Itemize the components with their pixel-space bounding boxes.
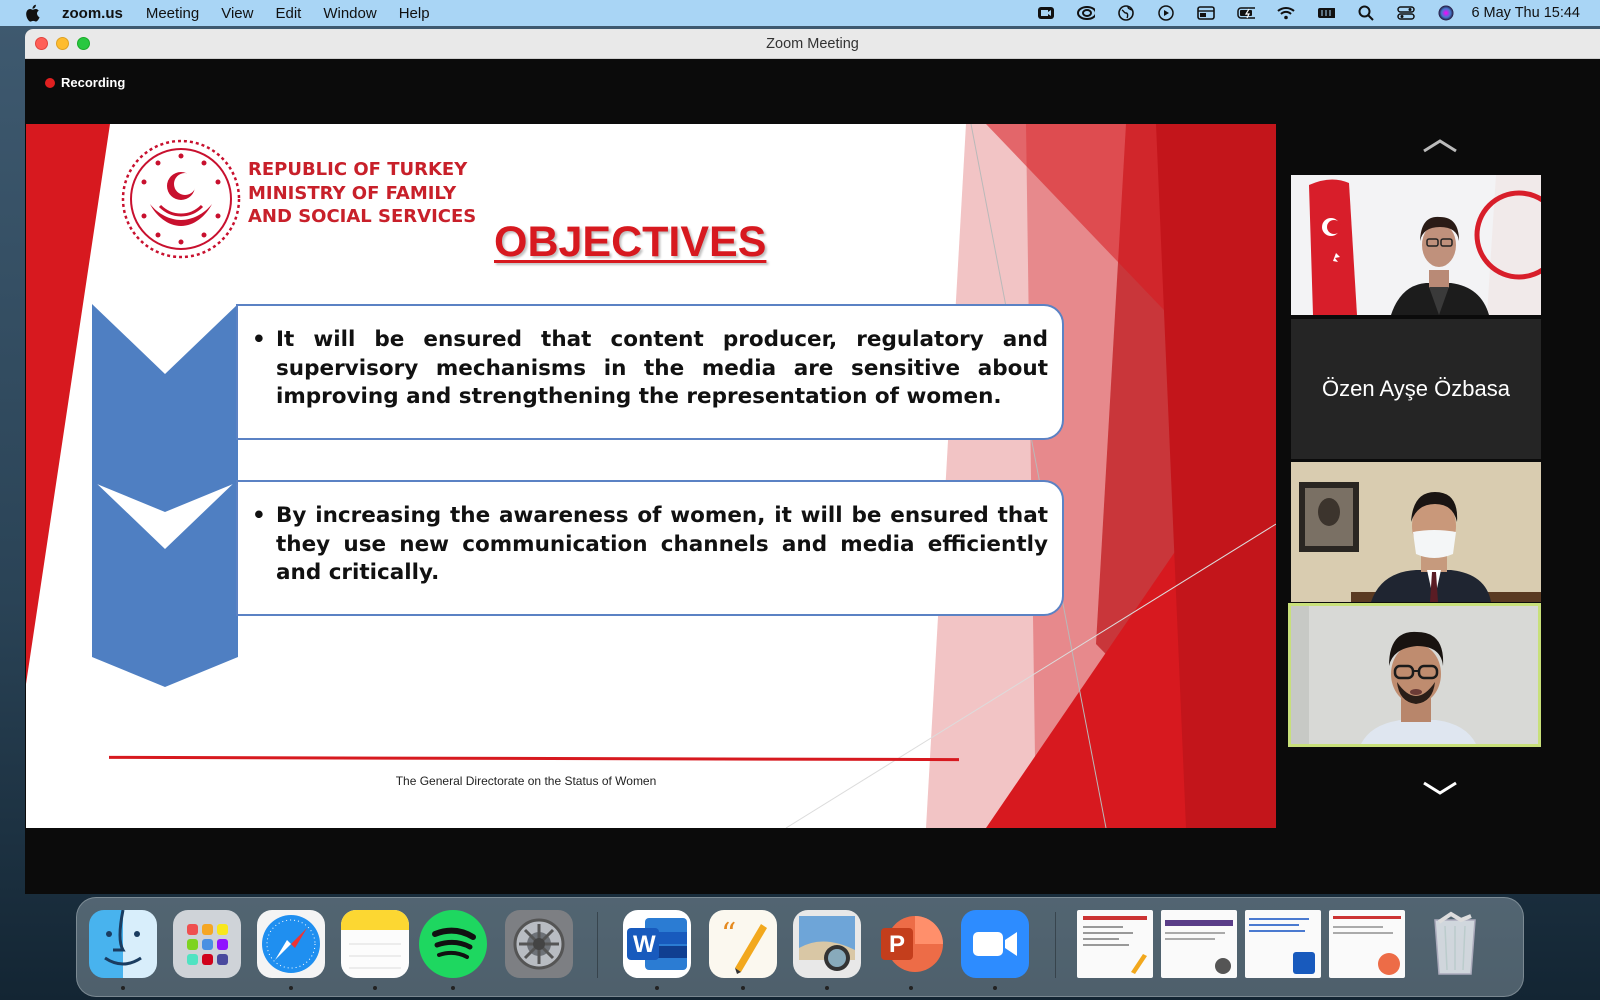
menu-bar-clock[interactable]: 6 May Thu 15:44 bbox=[1471, 5, 1580, 21]
microsoft-powerpoint-icon[interactable] bbox=[877, 910, 945, 978]
wifi-icon[interactable] bbox=[1277, 5, 1295, 21]
pages-icon[interactable] bbox=[709, 910, 777, 978]
minimize-window-button[interactable] bbox=[56, 37, 69, 50]
dock-separator bbox=[597, 912, 598, 978]
control-center-icon[interactable] bbox=[1397, 5, 1415, 21]
scroll-down-chevron-icon[interactable] bbox=[1420, 779, 1460, 799]
trash-icon[interactable] bbox=[1421, 910, 1489, 978]
participant-tile-name-only[interactable] bbox=[1291, 319, 1541, 459]
participant-name: Özen Ayşe Özbasa bbox=[1322, 376, 1510, 401]
participant-video-1[interactable] bbox=[1291, 175, 1541, 315]
participant-1-video-frame bbox=[1291, 175, 1541, 315]
vpn-globe-icon[interactable] bbox=[1117, 5, 1135, 21]
recording-label: Recording bbox=[61, 75, 126, 90]
microsoft-word-icon[interactable] bbox=[623, 910, 691, 978]
finder-running-dot bbox=[121, 986, 125, 990]
status-menu-extras bbox=[1015, 0, 1580, 26]
objective-text-2: • By increasing the awareness of women, it will be ensured that they use new communication channels and media efficiently and critically. bbox=[276, 502, 1048, 588]
spotlight-search-icon[interactable] bbox=[1357, 5, 1375, 21]
shared-screen-slide bbox=[26, 124, 1276, 828]
dock-separator bbox=[1055, 912, 1056, 978]
zoom-meeting-window bbox=[25, 29, 1600, 894]
ministry-name-line-3: AND SOCIAL SERVICES bbox=[248, 206, 477, 227]
zoom-window-button[interactable] bbox=[77, 37, 90, 50]
preview-icon[interactable] bbox=[793, 910, 861, 978]
ministry-logo bbox=[120, 138, 242, 260]
notes-icon[interactable] bbox=[341, 910, 409, 978]
apple-logo-icon[interactable] bbox=[24, 4, 40, 22]
creative-cloud-icon[interactable] bbox=[1077, 5, 1095, 21]
finder-icon[interactable] bbox=[89, 910, 157, 978]
ministry-name-line-1: REPUBLIC OF TURKEY bbox=[248, 159, 468, 180]
spotify-icon[interactable] bbox=[419, 910, 487, 978]
minimized-preview-window[interactable] bbox=[1161, 910, 1237, 978]
window-title: Zoom Meeting bbox=[766, 35, 859, 52]
dock bbox=[76, 897, 1524, 997]
word-running-dot bbox=[655, 986, 659, 990]
window-controls bbox=[35, 37, 90, 50]
menu-edit[interactable]: Edit bbox=[275, 4, 302, 22]
minimized-word-window[interactable] bbox=[1245, 910, 1321, 978]
system-preferences-icon[interactable] bbox=[505, 910, 573, 978]
close-window-button[interactable] bbox=[35, 37, 48, 50]
menu-meeting[interactable]: Meeting bbox=[145, 4, 200, 22]
safari-running-dot bbox=[289, 986, 293, 990]
powerpoint-letter: P bbox=[889, 931, 906, 958]
scroll-up-chevron-icon[interactable] bbox=[1420, 135, 1460, 155]
battery-icon[interactable] bbox=[1237, 5, 1255, 21]
chevron-arrows-icon bbox=[92, 304, 252, 704]
menu-app-name[interactable]: zoom.us bbox=[62, 4, 123, 22]
zoom-running-dot bbox=[993, 986, 997, 990]
preview-running-dot bbox=[825, 986, 829, 990]
spotify-running-dot bbox=[451, 986, 455, 990]
recording-dot-icon bbox=[45, 78, 55, 88]
slide-heading: OBJECTIVES bbox=[494, 218, 767, 266]
window-title-bar[interactable] bbox=[25, 29, 1600, 59]
pages-running-dot bbox=[741, 986, 745, 990]
minimized-pages-window[interactable] bbox=[1077, 910, 1153, 978]
slide-footer: The General Directorate on the Status of Women bbox=[395, 774, 657, 788]
objective-text-1: • It will be ensured that content producer, regulatory and supervisory mechanisms in the media are sensitive about improving and strengthening the representation of women. bbox=[276, 326, 1048, 412]
word-letter: W bbox=[633, 931, 656, 958]
active-speaker-video[interactable] bbox=[1288, 603, 1541, 747]
participant-3-video-frame bbox=[1291, 462, 1541, 602]
notes-running-dot bbox=[373, 986, 377, 990]
svg-text:“: “ bbox=[721, 917, 737, 952]
ministry-emblem-icon bbox=[120, 138, 242, 260]
menu-bar bbox=[0, 0, 1600, 26]
window-icon[interactable] bbox=[1197, 5, 1215, 21]
keyboard-icon[interactable] bbox=[1317, 5, 1335, 21]
zoom-status-icon[interactable] bbox=[1037, 5, 1055, 21]
ministry-name bbox=[248, 158, 476, 229]
ministry-name-line-2: MINISTRY OF FAMILY bbox=[248, 182, 457, 204]
powerpoint-running-dot bbox=[909, 986, 913, 990]
participant-video-3[interactable] bbox=[1291, 462, 1541, 602]
siri-icon[interactable] bbox=[1437, 5, 1455, 21]
play-icon[interactable] bbox=[1157, 5, 1175, 21]
zoom-icon[interactable] bbox=[961, 910, 1029, 978]
launchpad-icon[interactable] bbox=[173, 910, 241, 978]
objective-box-2 bbox=[236, 480, 1064, 616]
recording-indicator[interactable] bbox=[45, 75, 125, 90]
minimized-powerpoint-window[interactable] bbox=[1329, 910, 1405, 978]
menu-view[interactable]: View bbox=[221, 4, 254, 22]
active-speaker-video-frame bbox=[1291, 606, 1538, 744]
safari-icon[interactable] bbox=[257, 910, 325, 978]
objective-box-1 bbox=[236, 304, 1064, 440]
menu-help[interactable]: Help bbox=[398, 4, 430, 22]
menu-window[interactable]: Window bbox=[323, 4, 377, 22]
